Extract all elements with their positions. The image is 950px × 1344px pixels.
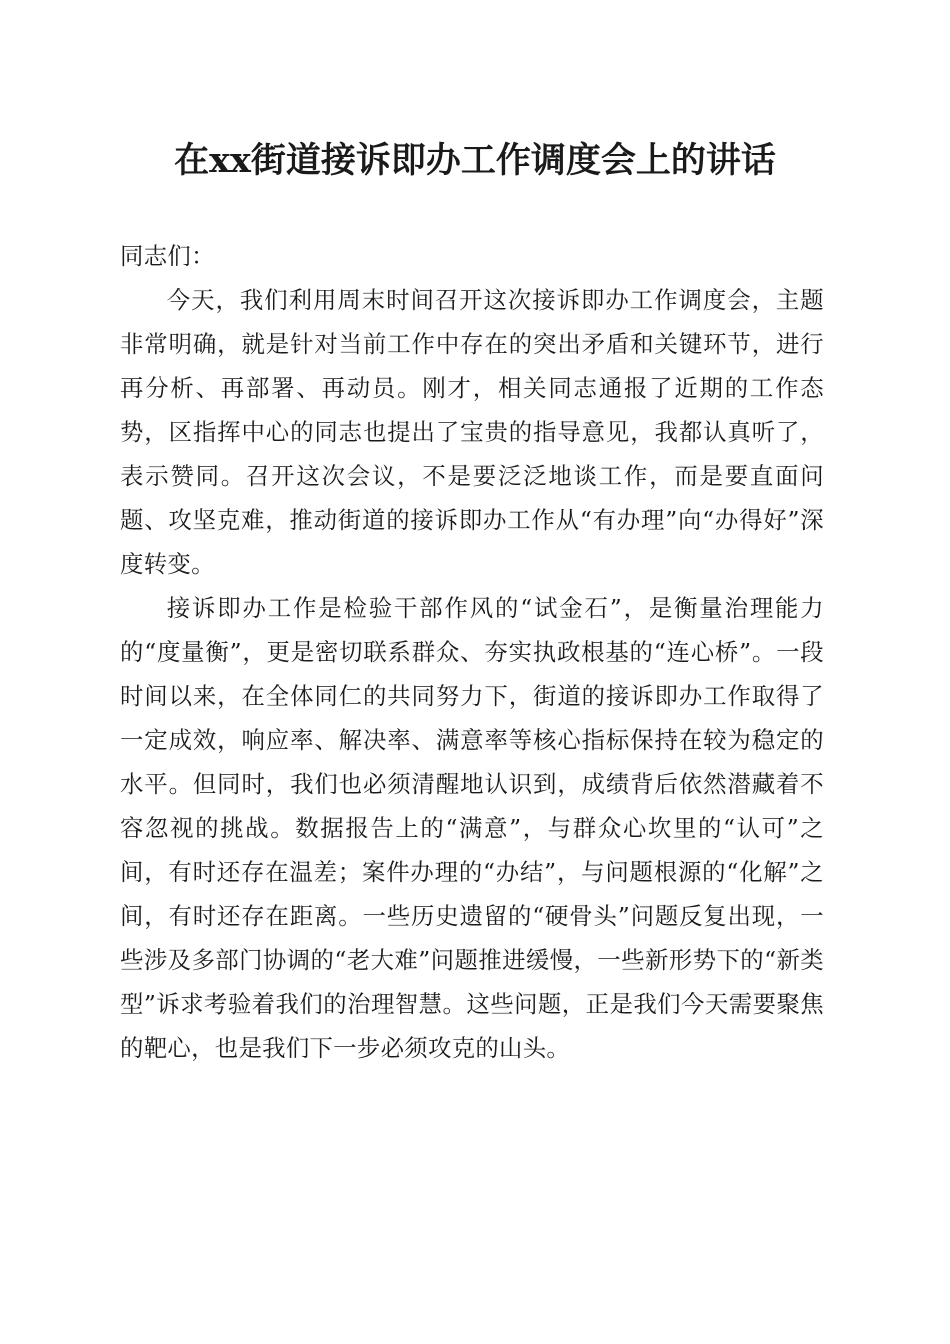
salutation: 同志们： (120, 242, 215, 270)
document-body (120, 234, 824, 1070)
paragraph-2: 接诉即办工作是检验干部作风的“试金石”，是衡量治理能力的“度量衡”，更是密切联系群众、夯实执政根基的“连心桥”。一段时间以来，在全体同仁的共同努力下，街道的接诉即办工作取得了一定成效，响应率、解决率、满意率等核心指标保持在较为稳定的水平。但同时，我们也必须清醒地认识到，成绩背后依然潜藏着不容忽视的挑战。数据报告上的“满意”，与群众心坎里的“认可”之间，有时还存在温差；案件办理的“办结”，与问题根源的“化解”之间，有时还存在距离。一些历史遗留的“硬骨头”问题反复出现，一些涉及多部门协调的“老大难”问题推进缓慢，一些新形势下的“新类型”诉求考验着我们的治理智慧。这些问题，正是我们今天需要聚焦的靶心，也是我们下一步必须攻克的山头。 (120, 594, 824, 1062)
paragraph-1: 今天，我们利用周末时间召开这次接诉即办工作调度会，主题非常明确，就是针对当前工作中存在的突出矛盾和关键环节，进行再分析、再部署、再动员。刚才，相关同志通报了近期的工作态势，区指挥中心的同志也提出了宝贵的指导意见，我都认真听了，表示赞同。召开这次会议，不是要泛泛地谈工作，而是要直面问题、攻坚克难，推动街道的接诉即办工作从“有办理”向“办得好”深度转变。 (120, 286, 824, 578)
document-title: 在xx街道接诉即办工作调度会上的讲话 (174, 140, 776, 181)
